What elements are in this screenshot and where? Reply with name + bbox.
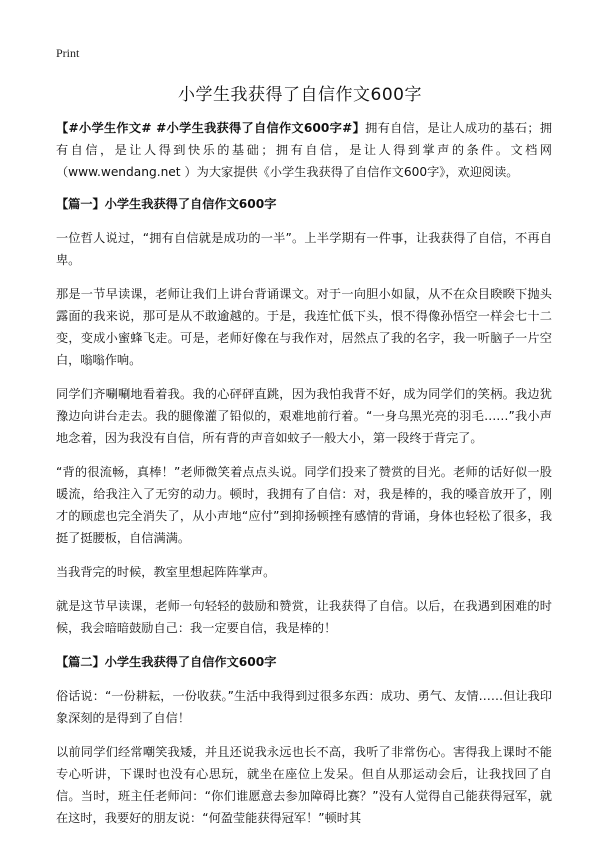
article-body bbox=[56, 117, 552, 841]
paragraph: 以前同学们经常嘲笑我矮，并且还说我永远也长不高，我听了非常伤心。害得我上课时不能专心听讲，下课时也没有心思玩，就坐在座位上发呆。但自从那运动会后，让我找回了自信。当时，班主任老师问：“你们谁愿意去参加障碍比赛？”没有人觉得自己能获得冠军，就在这时，我要好的朋友说：“何盈莹能获得冠军！”顿时其 bbox=[56, 745, 552, 825]
paragraph: 当我背完的时候，教室里想起阵阵掌声。 bbox=[56, 565, 276, 579]
paragraph: 同学们齐唰唰地看着我。我的心砰砰直跳，因为我怕我背不好，成为同学们的笑柄。我边犹豫边向讲台走去。我的腿像灌了铅似的，艰难地前行着。“一身乌黑光亮的羽毛……”我小声地念着，因为我没有自信，所有背的声音如蚊子一般大小，第一段终于背完了。 bbox=[56, 387, 552, 445]
intro-text: 拥有自信，是让人成功的基石；拥有自信，是让人得到快乐的基础；拥有自信，是让人得到掌声的条件。文档网（www.wendang.net ）为大家提供《小学生我获得了自信作文600字》，欢迎阅读。 bbox=[56, 121, 553, 179]
paragraph: 一位哲人说过，“拥有自信就是成功的一半”。上半学期有一件事，让我获得了自信，不再自卑。 bbox=[56, 231, 552, 267]
paragraph: 就是这节早读课，老师一句轻轻的鼓励和赞赏，让我获得了自信。以后，在我遇到困难的时候，我会暗暗鼓励自己：我一定要自信，我是棒的！ bbox=[56, 599, 552, 635]
print-link[interactable]: Print bbox=[56, 46, 80, 60]
section-heading-1: 【篇一】小学生我获得了自信作文600字 bbox=[56, 197, 277, 211]
paragraph: “背的很流畅，真棒！”老师微笑着点点头说。同学们投来了赞赏的目光。老师的话好似一股暖流，给我注入了无穷的动力。顿时，我拥有了自信：对，我是棒的，我的嗓音放开了，刚才的顾虑也完全消失了，从小声地“应付”到抑扬顿挫有感情的背诵，身体也轻松了很多，我挺了挺腰板，自信满满。 bbox=[56, 465, 552, 545]
intro-paragraph bbox=[56, 117, 552, 183]
paragraph: 那是一节早读课，老师让我们上讲台背诵课文。对于一向胆小如鼠，从不在众目睽睽下抛头露面的我来说，那可是从不敢逾越的。于是，我连忙低下头，恨不得像孙悟空一样会七十二变，变成小蜜蜂飞走。可是，老师好像在与我作对，居然点了我的名字，我一听脑子一片空白，嗡嗡作响。 bbox=[56, 287, 552, 367]
section-heading-2: 【篇二】小学生我获得了自信作文600字 bbox=[56, 655, 277, 669]
page-title: 小学生我获得了自信作文600字 bbox=[178, 85, 422, 105]
intro-tags: 【#小学生作文# #小学生我获得了自信作文600字#】 bbox=[56, 121, 366, 135]
paragraph: 俗话说：“一份耕耘，一份收获。”生活中我得到过很多东西：成功、勇气、友情……但让我印象深刻的是得到了自信！ bbox=[56, 689, 552, 725]
